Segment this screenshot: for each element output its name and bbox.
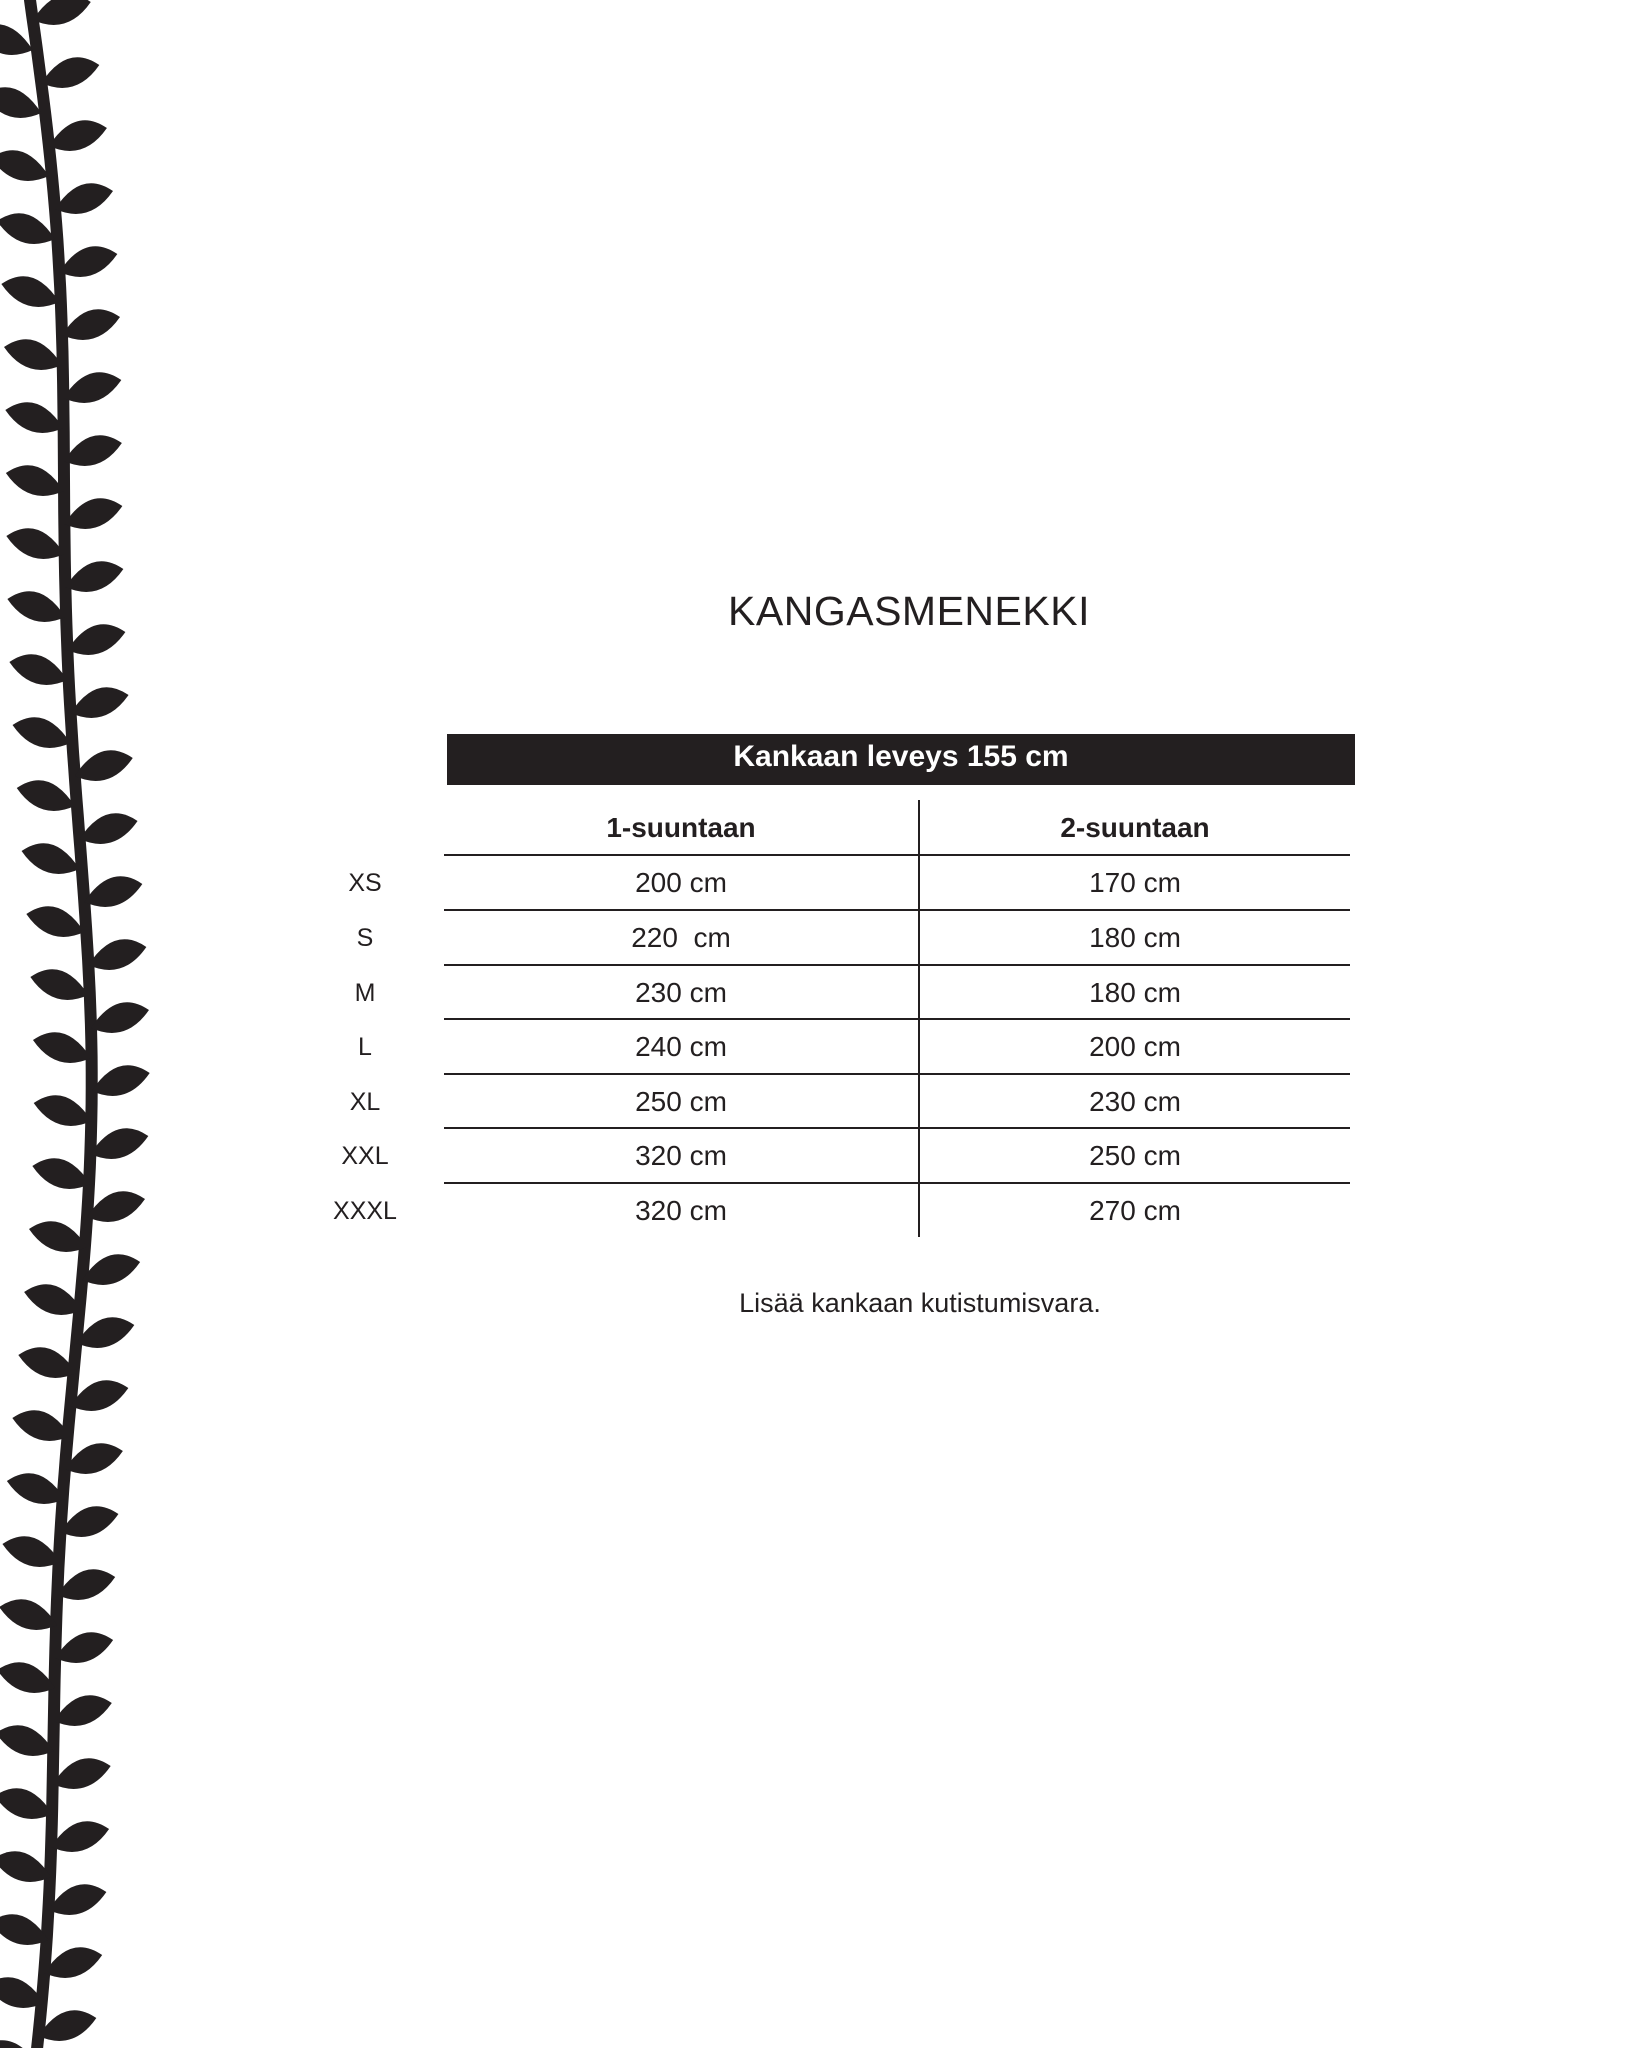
leaf-icon	[13, 717, 71, 748]
two-way-value-m: 180 cm	[1089, 977, 1181, 1008]
page-title: KANGASMENEKKI	[728, 588, 1090, 634]
two-way-value-xs: 170 cm	[1089, 867, 1181, 898]
two-way-value-xl: 230 cm	[1089, 1086, 1181, 1117]
leaf-icon	[18, 1347, 76, 1378]
leaf-icon	[60, 1506, 118, 1537]
leaf-icon	[53, 1758, 111, 1789]
leaf-icon	[90, 1128, 148, 1159]
footnote: Lisää kankaan kutistumisvara.	[739, 1288, 1101, 1318]
size-label-xs: XS	[348, 869, 382, 897]
leaf-icon	[17, 780, 75, 811]
leaf-icon	[55, 183, 113, 214]
size-label-xxl: XXL	[341, 1142, 389, 1170]
leaf-icon	[2, 1536, 60, 1567]
leaf-icon	[0, 213, 55, 244]
one-way-value-xs: 200 cm	[635, 867, 727, 898]
leaf-icon	[75, 750, 133, 781]
leaf-icon	[7, 1473, 65, 1504]
leaf-icon	[49, 120, 107, 151]
row-divider	[444, 1127, 1350, 1129]
one-way-value-m: 230 cm	[635, 977, 727, 1008]
table-header: Kankaan leveys 155 cm	[447, 734, 1355, 785]
leaf-icon	[30, 969, 88, 1000]
leaf-icon	[6, 465, 64, 496]
row-divider	[444, 1073, 1350, 1075]
leaf-icon	[51, 1821, 109, 1852]
one-way-value-l: 240 cm	[635, 1031, 727, 1062]
leaf-icon	[4, 339, 62, 370]
row-divider	[444, 1182, 1350, 1184]
leaf-icon	[9, 654, 67, 685]
leaf-icon	[29, 1221, 87, 1252]
leaf-icon	[70, 1380, 128, 1411]
leaf-icon	[26, 906, 84, 937]
leaf-icon	[71, 687, 129, 718]
row-divider	[444, 1018, 1350, 1020]
two-way-value-xxl: 250 cm	[1089, 1140, 1181, 1171]
leaf-icon	[64, 435, 122, 466]
leaf-icon	[0, 87, 41, 118]
leaf-icon	[44, 1947, 102, 1978]
size-label-s: S	[356, 924, 374, 952]
leaf-icon	[76, 1317, 134, 1348]
leaf-icon	[22, 843, 80, 874]
leaf-icon	[0, 1662, 55, 1693]
leaf-icon	[33, 0, 91, 25]
leaf-icon	[48, 1884, 106, 1915]
size-label-m: M	[354, 979, 376, 1007]
leaf-icon	[82, 1254, 140, 1285]
row-divider	[444, 964, 1350, 966]
leaf-icon	[87, 1191, 145, 1222]
leaf-icon	[88, 939, 146, 970]
leaf-icon	[59, 246, 117, 277]
leaf-icon	[80, 813, 138, 844]
one-way-value-s: 220 cm	[631, 922, 731, 953]
leaf-icon	[0, 1599, 57, 1630]
leaf-icon	[33, 1032, 91, 1063]
two-way-value-l: 200 cm	[1089, 1031, 1181, 1062]
leaf-icon	[38, 2010, 96, 2041]
leaf-icon	[64, 498, 122, 529]
leaf-icon	[92, 1065, 150, 1096]
size-label-xl: XL	[349, 1088, 381, 1116]
row-divider	[444, 854, 1350, 856]
leaf-icon	[41, 57, 99, 88]
leaf-icon	[55, 1632, 113, 1663]
leaf-icon	[84, 876, 142, 907]
size-label-xxxl: XXXL	[333, 1197, 397, 1225]
leaf-icon	[54, 1695, 112, 1726]
two-way-value-s: 180 cm	[1089, 922, 1181, 953]
row-divider	[444, 909, 1350, 911]
leaf-icon	[34, 1095, 92, 1126]
one-way-value-xxxl: 320 cm	[635, 1195, 727, 1226]
leaf-icon	[65, 1443, 123, 1474]
leaf-icon	[0, 1725, 54, 1756]
leaf-icon	[0, 1914, 48, 1945]
leaf-icon	[12, 1410, 70, 1441]
leaf-icon	[91, 1002, 149, 1033]
one-way-value-xxl: 320 cm	[635, 1140, 727, 1171]
leaf-icon	[0, 1851, 51, 1882]
leaf-icon	[63, 372, 121, 403]
leaf-icon	[24, 1284, 82, 1315]
leaf-icon	[32, 1158, 90, 1189]
leaf-icon	[1, 276, 59, 307]
two-way-value-xxxl: 270 cm	[1089, 1195, 1181, 1226]
column-header-one-way: 1-suuntaan	[606, 812, 756, 843]
leaf-icon	[6, 528, 64, 559]
leaf-icon	[0, 24, 33, 55]
leaf-icon	[62, 309, 120, 340]
vine-decoration	[0, 0, 190, 2048]
column-header-two-way: 2-suuntaan	[1060, 812, 1210, 843]
leaf-icon	[57, 1569, 115, 1600]
leaf-icon	[0, 150, 49, 181]
size-label-l: L	[358, 1033, 372, 1061]
one-way-value-xl: 250 cm	[635, 1086, 727, 1117]
leaf-icon	[0, 1788, 53, 1819]
leaf-icon	[5, 402, 63, 433]
